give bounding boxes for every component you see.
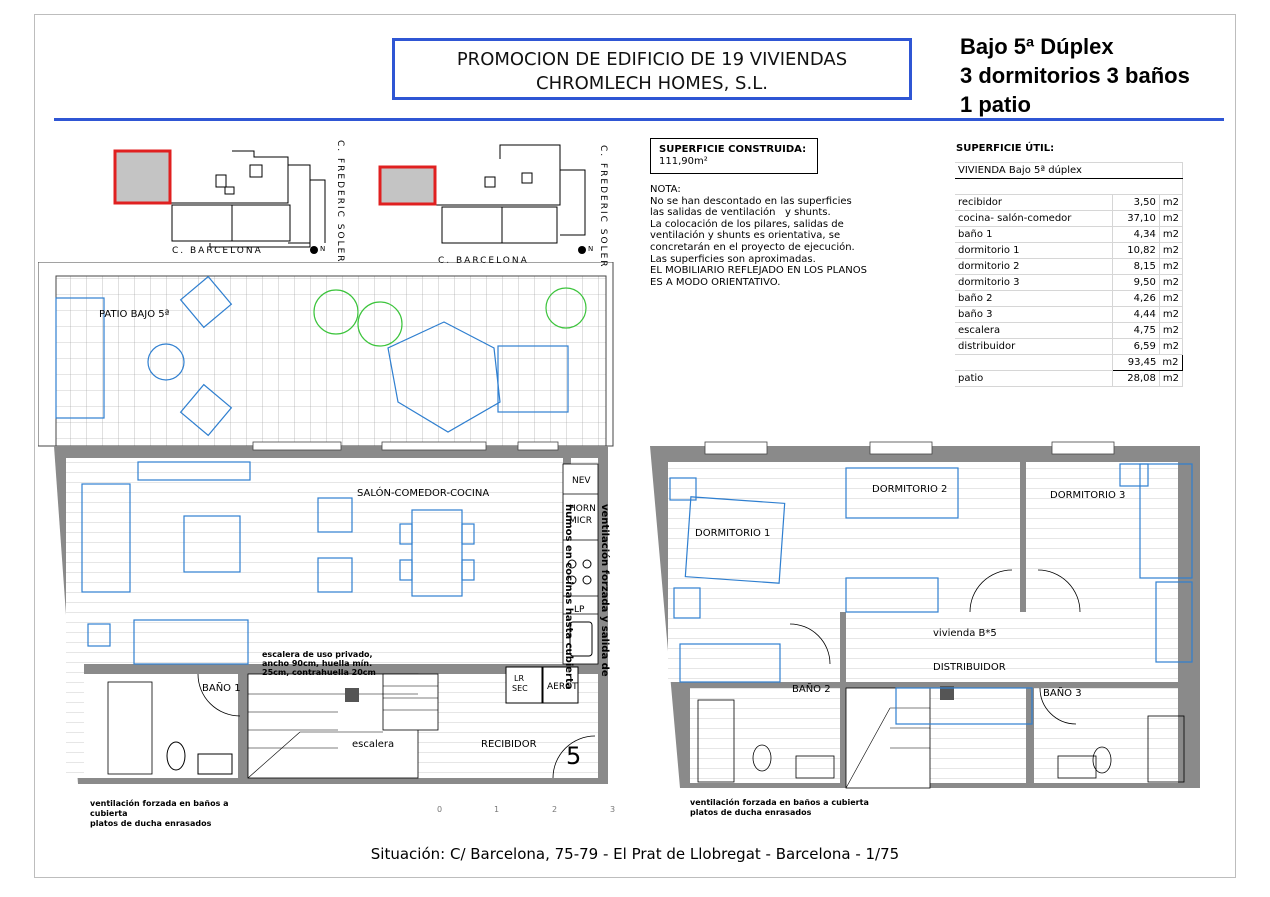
useful-area-label: SUPERFICIE ÚTIL: — [956, 143, 1055, 154]
room-unit: m2 — [1159, 307, 1182, 323]
table-row — [955, 307, 1183, 323]
shower-tray — [108, 682, 152, 774]
unit-highlight-2 — [380, 167, 435, 204]
stair-note — [262, 650, 376, 677]
note-line: concretarán en el proyecto de ejecución. — [650, 241, 855, 253]
lr-label: LR — [514, 674, 525, 683]
room-name: patio — [955, 371, 1112, 387]
nev-label: NEV — [572, 476, 591, 486]
room-area: 4,26 — [1112, 291, 1159, 307]
street-label-frederic-soler-1: C. FREDERIC SOLER — [335, 140, 345, 264]
note-line: La colocación de los pilares, salidas de — [650, 218, 844, 230]
north-arrow-icon — [310, 246, 318, 254]
header-divider — [54, 118, 1224, 121]
stair-note-line: ancho 90cm, huella mín. — [262, 659, 373, 668]
unit-title — [960, 32, 1190, 119]
unit-highlight-1 — [115, 151, 170, 203]
scale-tick: 1 — [494, 805, 500, 814]
upper-vent-note — [690, 798, 869, 818]
room-name: baño 2 — [955, 291, 1112, 307]
kitchen-vent-line: humos en cocinas hasta cubierta — [563, 504, 574, 690]
north-label-1: N — [320, 245, 326, 253]
note-block — [650, 184, 916, 288]
room-unit: m2 — [1159, 243, 1182, 259]
north-arrow-icon-2 — [578, 246, 586, 254]
note-line: las salidas de ventilación y shunts. — [650, 207, 831, 219]
room-name: dormitorio 1 — [955, 243, 1112, 259]
room-area: 6,59 — [1112, 339, 1159, 355]
salon-label: SALÓN-COMEDOR-COCINA — [357, 488, 490, 499]
table-row — [955, 179, 1183, 195]
built-area-box — [650, 138, 818, 174]
recibidor-label: RECIBIDOR — [481, 739, 537, 750]
lp-label: LP — [574, 605, 585, 615]
promotion-title-box — [392, 38, 912, 100]
note-line: EL MOBILIARIO REFLEJADO EN LOS PLANOS — [650, 265, 867, 277]
ground-vent-line: cubierta — [90, 809, 128, 818]
room-area: 4,75 — [1112, 323, 1159, 339]
room-unit: m2 — [1159, 211, 1182, 227]
room-name: recibidor — [955, 195, 1112, 211]
table-heading: VIVIENDA Bajo 5ª dúplex — [955, 163, 1183, 179]
upper-vent-line: platos de ducha enrasados — [690, 808, 812, 817]
room-name: dormitorio 2 — [955, 259, 1112, 275]
micr-label: MICR — [569, 516, 592, 526]
ground-vent-note — [90, 799, 229, 829]
built-area-label: SUPERFICIE CONSTRUIDA: — [659, 144, 807, 155]
ground-vent-line: platos de ducha enrasados — [90, 819, 212, 828]
location-caption: Situación: C/ Barcelona, 75-79 - El Prat de Llobregat - Barcelona - 1/75 — [370, 845, 900, 863]
north-label-2: N — [588, 245, 594, 253]
room-name: baño 1 — [955, 227, 1112, 243]
bano2-label: BAÑO 2 — [792, 684, 831, 695]
table-row — [955, 243, 1183, 259]
aerot-label: AEROT — [547, 682, 578, 692]
table-row — [955, 275, 1183, 291]
room-area: 10,82 — [1112, 243, 1159, 259]
room-area: 37,10 — [1112, 211, 1159, 227]
patio-label: PATIO BAJO 5ª — [99, 309, 170, 320]
table-row — [955, 163, 1183, 179]
built-area-value: 111,90m² — [659, 156, 708, 167]
stair-note-line: escalera de uso privado, — [262, 650, 373, 659]
street-label-frederic-soler-2: C. FREDERIC SOLER — [598, 145, 608, 269]
note-line: ventilación y shunts es orientativa, se — [650, 230, 841, 242]
patio-unit: m2 — [1159, 371, 1182, 387]
ground-floor-plan — [38, 262, 630, 802]
room-unit: m2 — [1159, 291, 1182, 307]
distribuidor-label: DISTRIBUIDOR — [933, 662, 1006, 673]
sec-label: SEC — [512, 684, 528, 693]
promotion-title-line2: CHROMLECH HOMES, S.L. — [536, 73, 768, 94]
room-unit: m2 — [1159, 227, 1182, 243]
bano3-label: BAÑO 3 — [1043, 688, 1082, 699]
horn-label: HORN — [569, 504, 596, 514]
street-label-barcelona-1: C. BARCELONA — [172, 246, 263, 256]
site-plan-1 — [168, 151, 325, 247]
kitchen-vent-line: ventilación forzada y salida de — [599, 504, 610, 677]
scale-tick: 3 — [610, 805, 616, 814]
note-line: ES A MODO ORIENTATIVO. — [650, 276, 781, 288]
ground-vent-line: ventilación forzada en baños a — [90, 799, 229, 808]
room-area: 4,34 — [1112, 227, 1159, 243]
upper-vent-line: ventilación forzada en baños a cubierta — [690, 798, 869, 807]
structural-pillar — [345, 688, 359, 702]
vivienda-label: vivienda B*5 — [933, 628, 997, 639]
note-line: Las superficies son aproximadas. — [650, 253, 816, 265]
total-unit: m2 — [1159, 355, 1182, 371]
useful-area-table — [955, 162, 1183, 387]
site-plan-2 — [435, 145, 585, 243]
promotion-title-line1: PROMOCION DE EDIFICIO DE 19 VIVIENDAS — [456, 49, 848, 70]
patio-floor — [56, 276, 606, 446]
table-row — [955, 371, 1183, 387]
room-unit: m2 — [1159, 195, 1182, 211]
table-total-row — [955, 355, 1183, 371]
table-row — [955, 339, 1183, 355]
scale-tick: 2 — [552, 805, 558, 814]
room-name: dormitorio 3 — [955, 275, 1112, 291]
kitchen-vent-note — [550, 504, 634, 690]
table-row — [955, 291, 1183, 307]
room-name: cocina- salón-comedor — [955, 211, 1112, 227]
total-area: 93,45 — [1112, 355, 1159, 371]
room-area: 8,15 — [1112, 259, 1159, 275]
room-area: 4,44 — [1112, 307, 1159, 323]
note-line: No se han descontado en las superficies — [650, 195, 852, 207]
note-title: NOTA: — [650, 184, 681, 195]
room-unit: m2 — [1159, 275, 1182, 291]
table-row — [955, 323, 1183, 339]
room-name: distribuidor — [955, 339, 1112, 355]
room-unit: m2 — [1159, 323, 1182, 339]
table-row — [955, 211, 1183, 227]
patio-area: 28,08 — [1112, 371, 1159, 387]
room-unit: m2 — [1159, 339, 1182, 355]
room-area: 3,50 — [1112, 195, 1159, 211]
unit-title-line3: 1 patio — [960, 92, 1031, 117]
dormitorio3-label: DORMITORIO 3 — [1050, 490, 1126, 501]
table-row — [955, 227, 1183, 243]
room-name: baño 3 — [955, 307, 1112, 323]
dormitorio1-label: DORMITORIO 1 — [695, 528, 771, 539]
table-row — [955, 195, 1183, 211]
table-row — [955, 259, 1183, 275]
bano1-label: BAÑO 1 — [202, 683, 241, 694]
scale-tick: 0 — [437, 805, 443, 814]
unit-number: 5 — [566, 742, 582, 770]
unit-title-line2: 3 dormitorios 3 baños — [960, 63, 1190, 88]
escalera-label: escalera — [352, 739, 395, 750]
room-name: escalera — [955, 323, 1112, 339]
room-unit: m2 — [1159, 259, 1182, 275]
dormitorio2-label: DORMITORIO 2 — [872, 484, 948, 495]
room-area: 9,50 — [1112, 275, 1159, 291]
stair-note-line: 25cm, contrahuella 20cm — [262, 668, 376, 677]
dormitorio1-floor — [668, 462, 840, 682]
unit-title-line1: Bajo 5ª Dúplex — [960, 34, 1114, 59]
street-label-barcelona-2: C. BARCELONA — [438, 256, 529, 266]
